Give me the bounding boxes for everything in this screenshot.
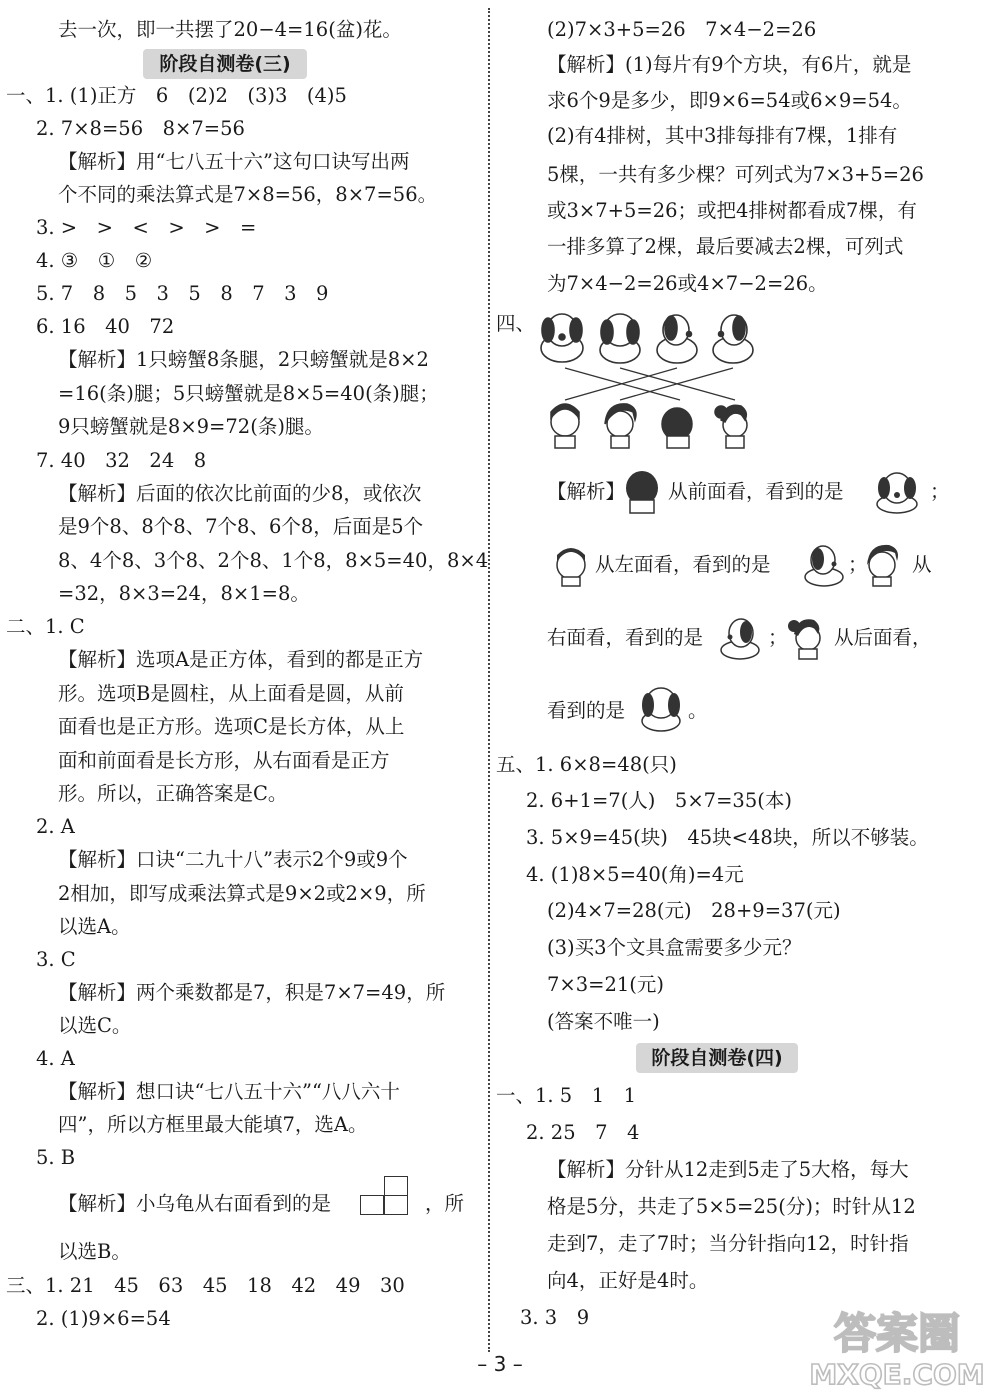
text-line: 2. 6+1=7(人) 5×7=35(本) [526,789,792,812]
text-line: 以选A。 [58,915,131,938]
dog-left-view [657,315,697,363]
text-line: 【解析】用“七八五十六”这句口诀写出两 [58,150,410,173]
page-number: – 3 – [477,1352,523,1376]
text-line: 3. 5×9=45(块) 45块<48块，所以不够装。 [526,826,929,849]
text-line: 格是5分，共走了5×5=25(分)；时针从12 [547,1195,916,1218]
text-line: 。 [688,699,708,722]
text-line: 【解析】1只螃蟹8条腿，2只螃蟹就是8×2 [58,348,429,371]
text-line: 面看也是正方形。选项C是长方体，从上 [58,715,405,738]
text-line: 从后面看， [834,626,932,649]
text-line: 以选B。 [58,1240,131,1263]
text-line: 3. 3 9 [520,1306,590,1329]
text-line: =32，8×3=24，8×1=8。 [58,582,310,605]
text-line: 6. 16 40 72 [36,315,175,338]
text-line: (2)4×7=28(元) 28+9=37(元) [547,899,841,922]
text-line: 【解析】两个乘数都是7，积是7×7=49，所 [58,981,446,1004]
girl-side-icon [784,614,830,660]
text-line: 向4，正好是4时。 [547,1269,709,1292]
text-line: ； [930,480,950,503]
text-line: 7. 40 32 24 8 [36,449,207,472]
text-line: 4. ③ ① ② [36,249,153,272]
text-line: 一、1. 5 1 1 [496,1084,637,1107]
text-line: 走到7，走了7时；当分针指向12，时针指 [547,1232,909,1255]
text-line: 面和前面看是长方形，从右面看是正方 [58,749,390,772]
section-heading: 阶段自测卷(四) [636,1043,798,1073]
text-line: 一排多算了2棵，最后要减去2棵，可列式 [547,235,904,258]
text-line: 个不同的乘法算式是7×8=56，8×7=56。 [58,183,438,206]
dog-right-view [713,315,753,363]
text-line: ，所 [425,1192,465,1215]
dog-left-icon [800,543,846,587]
text-line: 五、1. 6×8=48(只) [496,753,677,776]
child-back-view [662,408,692,448]
text-line: 一、1. (1)正方 6 (2)2 (3)3 (4)5 [6,84,347,107]
dog-right-icon [718,616,764,660]
text-line: 右面看，看到的是 [547,626,704,649]
dog-front-view [541,314,583,362]
text-line: 三、1. 21 45 63 45 18 42 49 30 [6,1274,405,1297]
text-line: 二、1. C [6,615,85,638]
text-line: 4. (1)8×5=40(角)=4元 [526,863,744,886]
text-line: 5. 7 8 5 3 5 8 7 3 9 [36,282,329,305]
text-line: (2)7×3+5=26 7×4−2=26 [547,18,817,41]
text-line: 5. B [36,1146,76,1169]
matching-lines [565,368,735,400]
text-line: 从左面看，看到的是 [595,553,771,576]
text-line: 形。所以，正确答案是C。 [58,782,288,805]
dog-front-icon [872,470,922,514]
text-line: 为7×4−2=26或4×7−2=26。 [547,272,828,295]
text-line: (2)有4排树，其中3排每排有7棵，1排有 [547,124,898,147]
text-line: 4. A [36,1047,75,1070]
text-line: 看到的是 [547,699,626,722]
text-line: (答案不唯一) [547,1010,660,1033]
svg-text:答案圈: 答案圈 [833,1309,961,1358]
text-line: 【解析】 [547,480,626,503]
text-line: 【解析】想口诀“七八五十六”“八八六十 [58,1080,400,1103]
text-line: 四”，所以方框里最大能填7，选A。 [58,1113,368,1136]
text-line: (3)买3个文具盒需要多少元？ [547,936,802,959]
text-line: 3. C [36,948,76,971]
text-line: 【解析】口诀“二九十八”表示2个9或9个 [58,848,408,871]
text-line: 形。选项B是圆柱，从上面看是圆，从前 [58,682,404,705]
dog-back-view [600,314,640,363]
text-line: 5棵，一共有多少棵？可列式为7×3+5=26 [547,163,924,186]
text-line: =16(条)腿；5只螃蟹就是8×5=40(条)腿； [58,382,439,405]
boy-icon [550,543,592,587]
text-line: 9只螃蟹就是8×9=72(条)腿。 [58,415,324,438]
text-line: 2. (1)9×6=54 [36,1307,171,1330]
text-line: 以选C。 [58,1014,132,1037]
text-line: ； [768,626,788,649]
text-line: 2. 7×8=56 8×7=56 [36,117,245,140]
matching-diagram [535,308,765,450]
text-line: 求6个9是多少，即9×6=54或6×9=54。 [547,89,912,112]
text-line: 从 [912,553,932,576]
text-line: 2相加，即写成乘法算式是9×2或2×9，所 [58,882,426,905]
text-line: 3. > > < > > = [36,216,257,239]
text-line: 去一次，即一共摆了20−4=16(盆)花。 [58,18,402,41]
text-line: 【解析】选项A是正方体，看到的都是正方 [58,648,424,671]
text-line: 是9个8、8个8、7个8、6个8，后面是5个 [58,515,424,538]
girl-icon [860,543,906,587]
text-line: 2. A [36,815,75,838]
text-line: 四、 [496,312,536,335]
girl-face [605,404,636,448]
boy-face [551,404,579,448]
text-line: 或3×7+5=26；或把4排树都看成7棵，有 [547,199,917,222]
text-line: 【解析】小乌龟从右面看到的是 [58,1192,332,1215]
site-watermark-logo [805,1300,990,1392]
text-line: 2. 25 7 4 [526,1121,640,1144]
text-line: ； [848,553,868,576]
child-back-icon [620,470,664,514]
text-line: 【解析】分针从12走到5走了5大格，每大 [547,1158,909,1181]
girl-side-face [715,405,747,448]
column-divider [488,8,490,1352]
text-line: 从前面看，看到的是 [668,480,844,503]
text-line: 8、4个8、3个8、2个8、1个8，8×5=40，8×4 [58,549,489,572]
text-line: 【解析】后面的依次比前面的少8，或依次 [58,482,422,505]
text-line: 7×3=21(元) [547,973,665,996]
text-line: 【解析】(1)每片有9个方块，有6片，就是 [547,53,912,76]
svg-text:MXQE.COM: MXQE.COM [809,1358,985,1391]
section-heading: 阶段自测卷(三) [143,49,307,79]
dog-back-icon [636,686,686,732]
